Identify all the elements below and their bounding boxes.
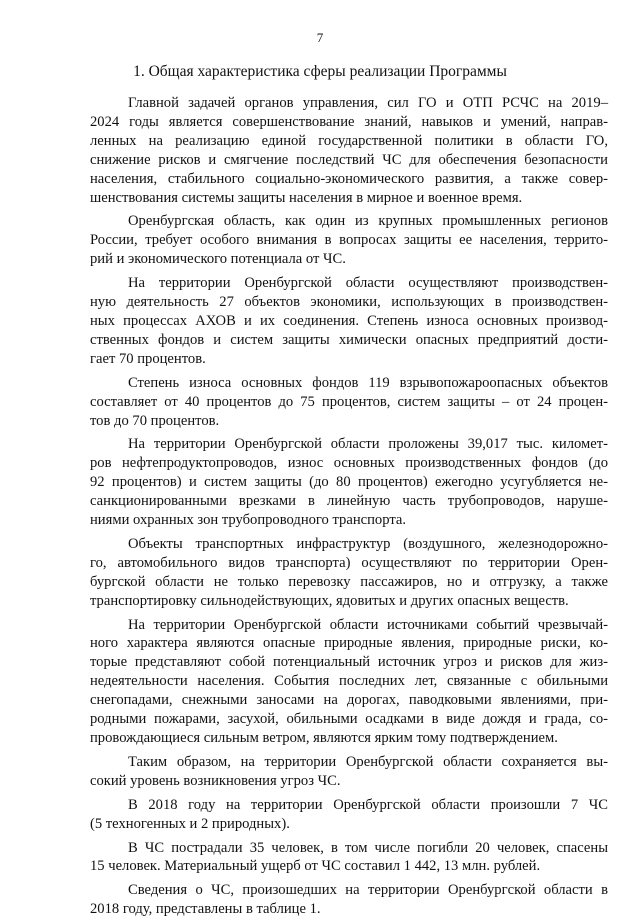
paragraph-line: На территории Оренбургской области проложены 39,017 тыс. километ-: [128, 436, 608, 453]
paragraph-line: На территории Оренбургской области источниками событий чрезвычай-: [128, 616, 608, 633]
section-title: 1. Общая характеристика сферы реализации Программы: [133, 63, 507, 80]
paragraph-line: родными пожарами, засухой, обильными осадками в виде дождя и града, со-: [90, 711, 608, 728]
paragraph-line: составляет от 40 процентов до 75 процентов, систем защиты – от 24 процен-: [90, 393, 608, 410]
paragraph-line: снегопадами, снежными заносами на дорогах, паводковыми явлениями, при-: [90, 692, 608, 709]
paragraph-line: снижение рисков и смягчение последствий ЧС для обеспечения безопасности: [90, 151, 608, 168]
paragraph-line: недеятельности населения. События последних лет, связанные с обильными: [90, 673, 608, 690]
paragraph: [90, 435, 608, 530]
paragraph-line: Главной задачей органов управления, сил ГО и ОТП РСЧС на 2019–: [128, 95, 608, 111]
paragraph-line: Таким образом, на территории Оренбургской области сохраняется вы-: [128, 753, 608, 770]
paragraph: [90, 274, 608, 369]
paragraph-line: Степень износа основных фондов 119 взрывопожароопасных объектов: [128, 374, 608, 391]
paragraph-line: 92 процентов) и систем защиты (до 80 процентов) ежегодно усугубляется не-: [90, 474, 608, 491]
paragraph: [90, 616, 608, 748]
paragraph: [90, 374, 608, 431]
paragraph: [90, 212, 608, 269]
paragraph: [90, 94, 608, 207]
paragraph-line: провождающиеся сильным ветром, являются ярким тому подтверждением.: [90, 730, 558, 746]
paragraph-line: сокий уровень возникновения угроз ЧС.: [90, 772, 341, 789]
paragraph-line: рий и экономического потенциала от ЧС.: [90, 251, 346, 268]
paragraph-line: В ЧС пострадали 35 человек, в том числе погибли 20 человек, спасены: [128, 839, 608, 856]
paragraph-line: санкционированными врезками в линейную часть трубопроводов, наруше-: [90, 493, 608, 510]
paragraph-line: тов до 70 процентов.: [90, 412, 220, 429]
paragraph-line: ственных фондов и систем защиты химически опасных предприятий дости-: [90, 331, 608, 348]
paragraph-line: Объекты транспортных инфраструктур (воздушного, железнодорожно-: [128, 535, 608, 552]
paragraph-line: 2018 году, представлены в таблице 1.: [90, 901, 321, 918]
paragraph-line: России, требует особого внимания в вопросах защиты ее населения, террито-: [90, 232, 608, 249]
paragraph-line: торые представляют собой потенциальный источник угроз и рисков для жиз-: [90, 654, 608, 671]
paragraph-line: (5 техногенных и 2 природных).: [90, 815, 290, 832]
paragraph-line: ленных на реализацию единой государственной политики в области ГО,: [90, 132, 608, 149]
paragraph: [90, 535, 608, 611]
paragraph-line: гает 70 процентов.: [90, 350, 206, 367]
paragraph-line: ных процессах АХОВ и их соединения. Степень износа основных производ-: [90, 312, 608, 329]
paragraph-line: ную деятельность 27 объектов экономики, использующих в производствен-: [90, 294, 608, 311]
paragraph-line: Оренбургская область, как один из крупных промышленных регионов: [128, 213, 608, 230]
paragraph-line: населения, стабильного социально-экономического развития, а также совер-: [90, 170, 608, 187]
paragraph-line: ниями охранных зон трубопроводного транспорта.: [90, 512, 407, 529]
body-text: [90, 94, 608, 919]
paragraph-line: транспортировку сильнодействующих, ядовитых и других опасных веществ.: [90, 592, 569, 609]
paragraph: [90, 881, 608, 919]
paragraph-line: го, автомобильного видов транспорта) осуществляют по территории Орен-: [90, 554, 608, 571]
paragraph: [90, 796, 608, 834]
paragraph-line: шенствования системы защиты населения в мирное и военное время.: [90, 189, 523, 206]
paragraph: [90, 753, 608, 791]
paragraph-line: 15 человек. Материальный ущерб от ЧС составил 1 442, 13 млн. рублей.: [90, 858, 541, 875]
paragraph-line: В 2018 году на территории Оренбургской области произошли 7 ЧС: [128, 796, 608, 813]
paragraph-line: ного характера являются опасные природные явления, природные риски, ко-: [90, 635, 608, 652]
paragraph-line: Сведения о ЧС, произошедших на территории Оренбургской области в: [128, 882, 608, 899]
page-number: 7: [316, 30, 324, 45]
paragraph-line: На территории Оренбургской области осуществляют производствен-: [128, 275, 608, 292]
paragraph: [90, 839, 608, 877]
paragraph-line: бургской области не только перевозку пассажиров, но и отгрузку, а также: [90, 573, 608, 590]
paragraph-line: ров нефтепродуктопроводов, износ основных производственных фондов (до: [90, 455, 608, 472]
paragraph-line: 2024 годы является совершенствование знаний, навыков и умений, направ-: [90, 113, 608, 130]
